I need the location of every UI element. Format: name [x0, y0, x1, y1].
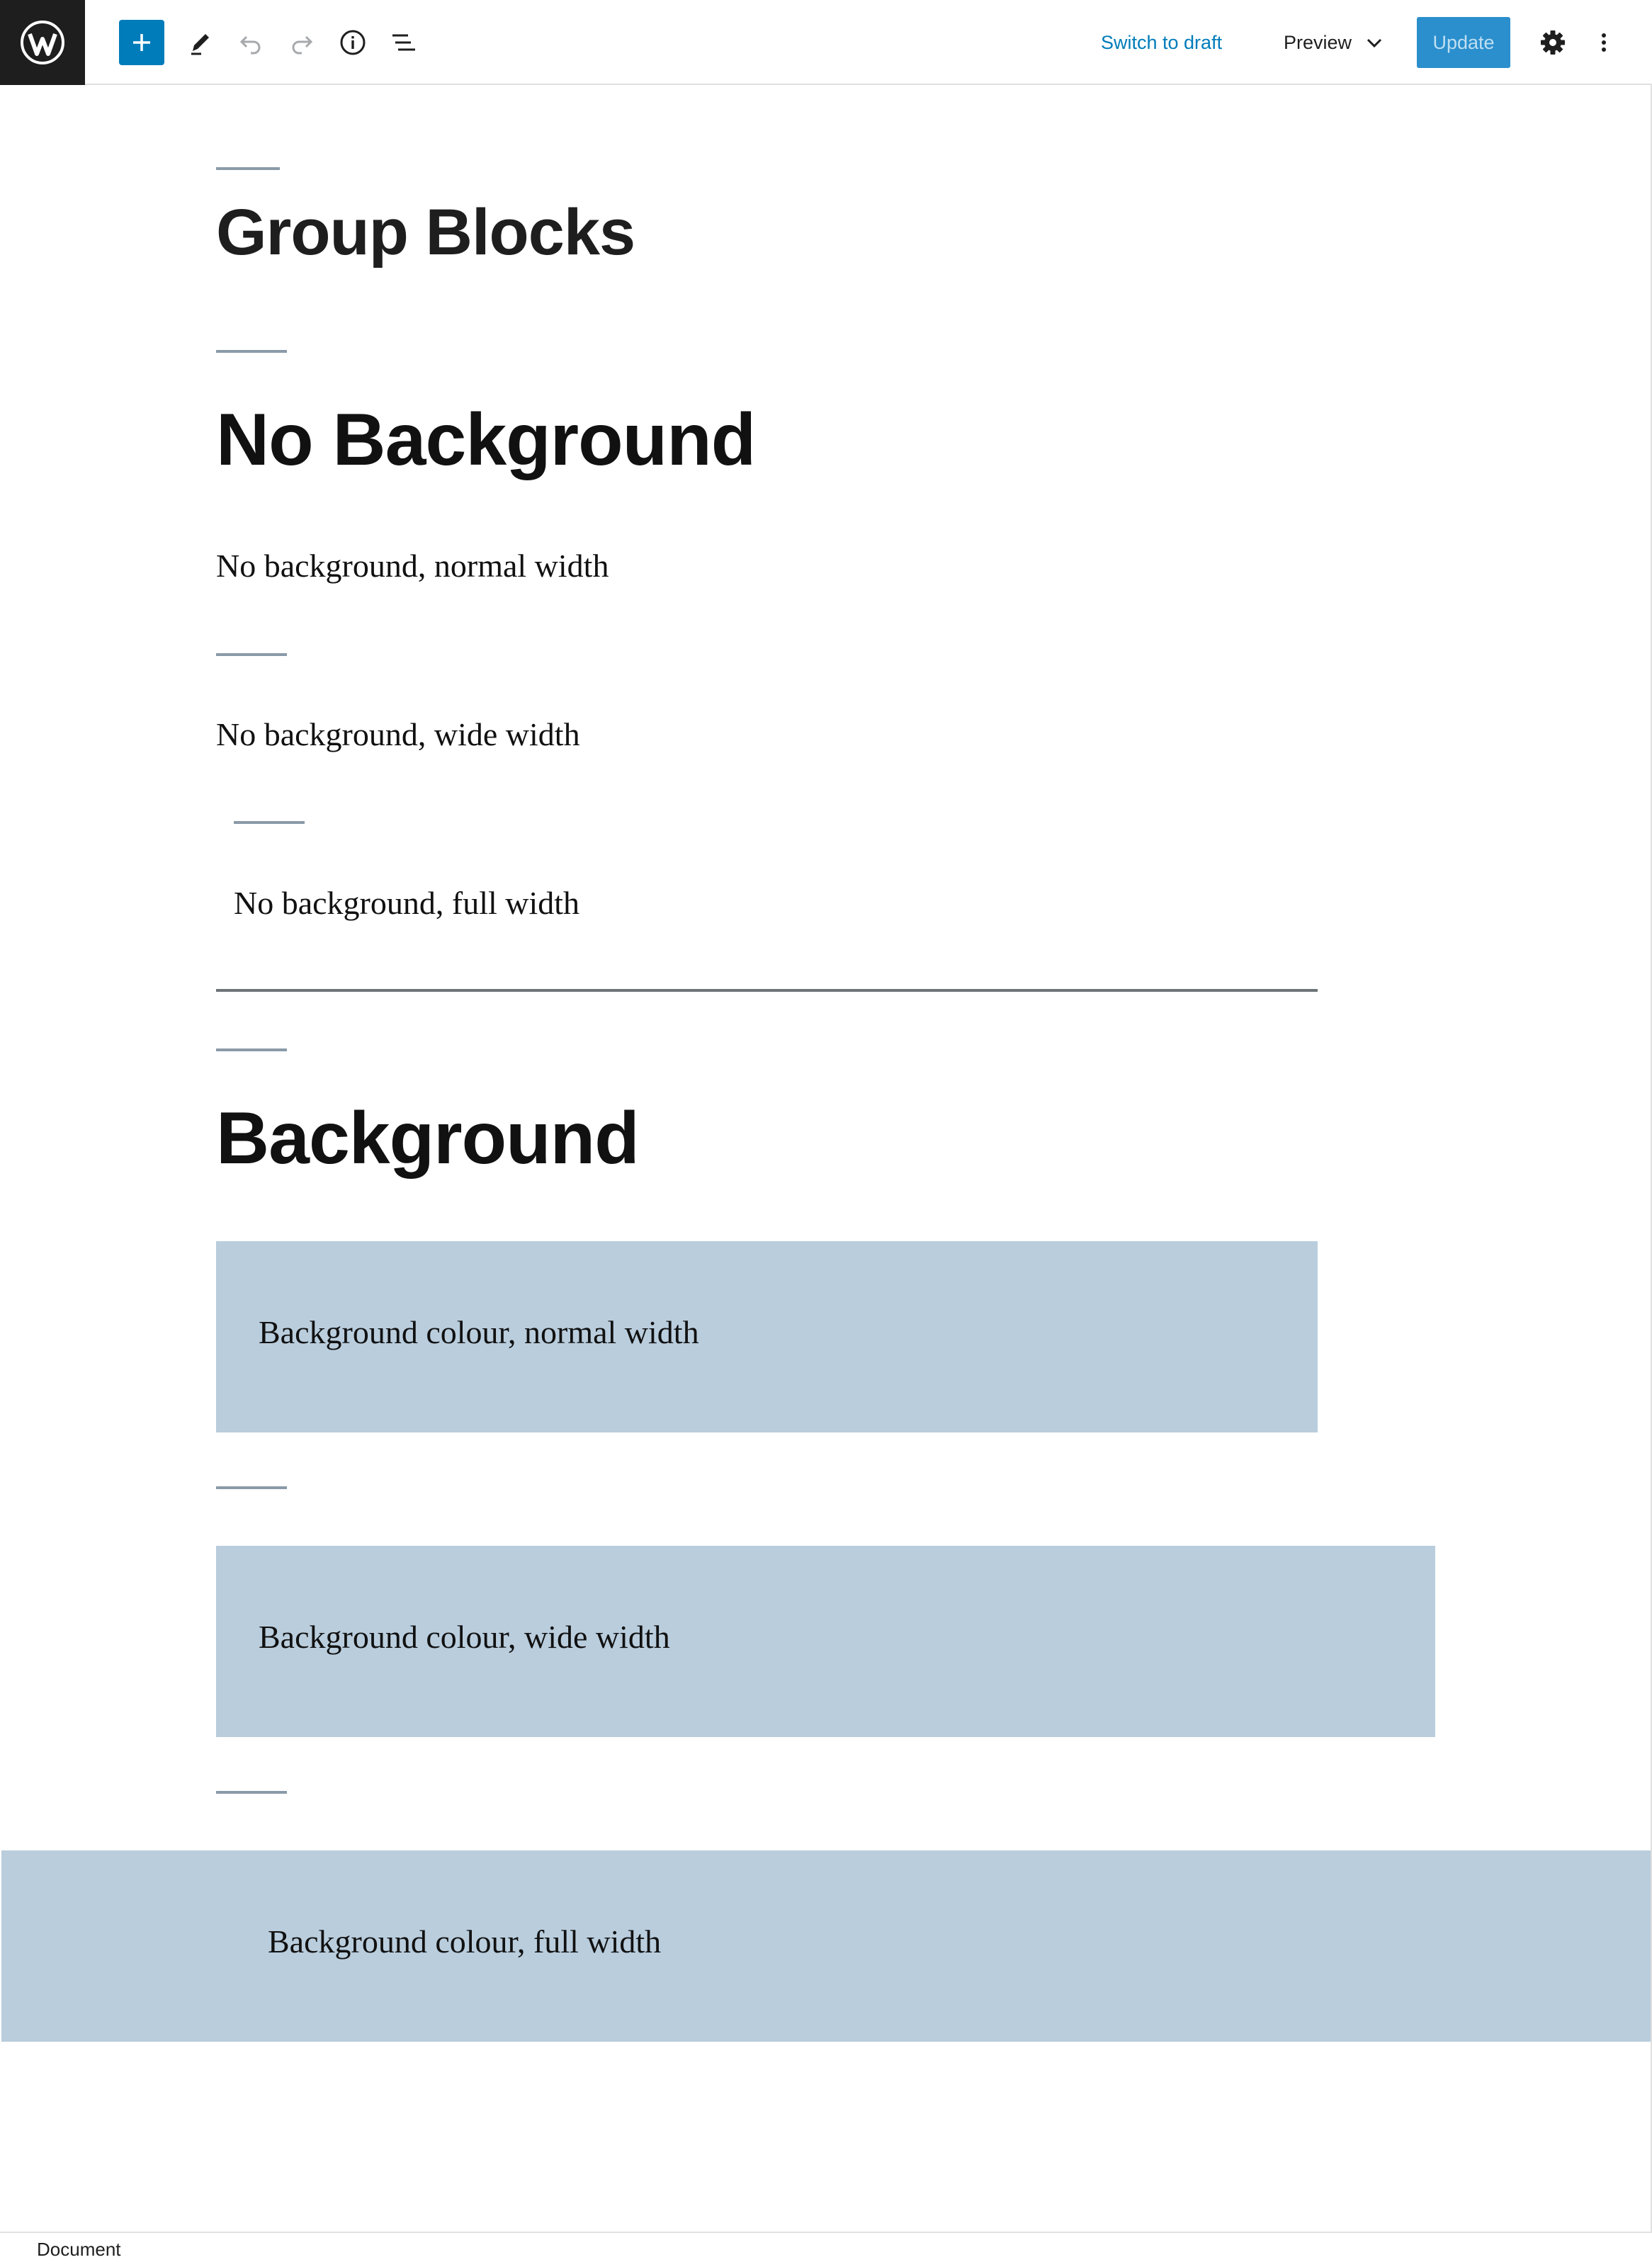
separator-block[interactable]	[216, 167, 280, 170]
tools-button[interactable]	[177, 20, 222, 65]
paragraph-block[interactable]: No background, wide width	[216, 716, 580, 752]
paragraph-block[interactable]: Background colour, normal width	[259, 1314, 699, 1350]
editor-top-toolbar	[0, 0, 1652, 85]
separator-block[interactable]	[216, 1486, 287, 1489]
chevron-down-icon	[1364, 33, 1384, 52]
preview-dropdown[interactable]	[1284, 28, 1384, 57]
undo-icon	[237, 28, 265, 57]
post-title[interactable]: Group Blocks	[216, 196, 635, 268]
list-view-icon	[390, 28, 418, 57]
wordpress-logo-icon[interactable]	[0, 0, 85, 85]
preview-label: Preview	[1284, 32, 1352, 53]
add-block-button[interactable]	[119, 20, 164, 65]
pencil-icon	[186, 28, 214, 57]
more-vertical-icon	[1590, 28, 1618, 57]
redo-icon	[288, 28, 316, 57]
options-menu-button[interactable]	[1581, 20, 1626, 65]
paragraph-block[interactable]: No background, full width	[234, 885, 580, 921]
heading-block[interactable]: No Background	[216, 399, 756, 481]
paragraph-block[interactable]: No background, normal width	[216, 548, 609, 584]
switch-to-draft-button[interactable]: Switch to draft	[1101, 32, 1223, 53]
block-breadcrumb-bar	[0, 2232, 1652, 2267]
redo-button[interactable]	[279, 20, 324, 65]
update-button[interactable]: Update	[1417, 17, 1510, 68]
plus-icon	[131, 32, 152, 53]
breadcrumb-document[interactable]: Document	[37, 2239, 121, 2260]
undo-button[interactable]	[228, 20, 273, 65]
info-icon	[339, 28, 367, 57]
separator-wide-block[interactable]	[216, 989, 1318, 992]
paragraph-block[interactable]: Background colour, full width	[268, 1923, 662, 1960]
heading-block[interactable]: Background	[216, 1097, 639, 1180]
group-block-wide[interactable]	[216, 1546, 1435, 1737]
separator-block[interactable]	[216, 1791, 287, 1794]
group-block-full[interactable]	[1, 1850, 1651, 2042]
paragraph-block[interactable]: Background colour, wide width	[259, 1619, 670, 1655]
separator-block[interactable]	[216, 350, 287, 353]
separator-block[interactable]	[216, 653, 287, 656]
separator-block[interactable]	[234, 821, 305, 824]
list-view-button[interactable]	[381, 20, 426, 65]
settings-button[interactable]	[1530, 20, 1575, 65]
gear-icon	[1539, 28, 1567, 57]
separator-block[interactable]	[216, 1048, 287, 1051]
details-button[interactable]	[330, 20, 375, 65]
group-block-normal[interactable]	[216, 1241, 1318, 1432]
